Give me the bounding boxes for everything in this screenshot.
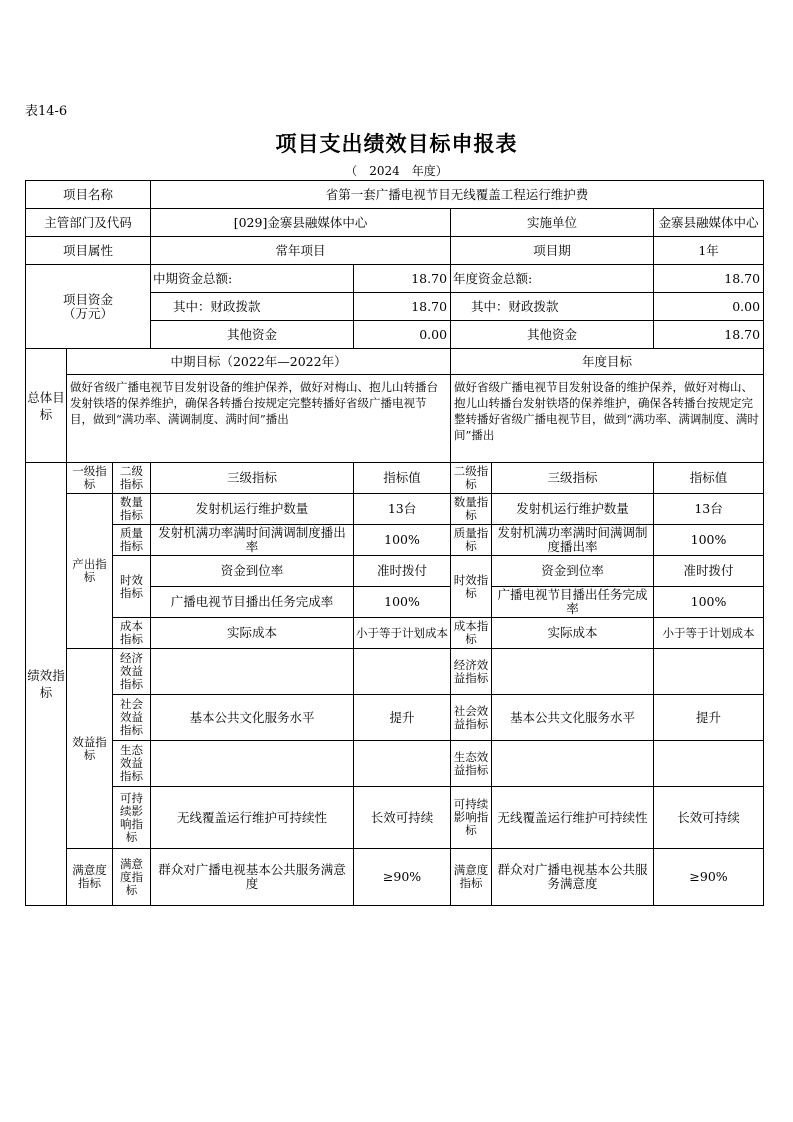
quality-indicator: 发射机满功率满时间满调制度播出率	[151, 525, 354, 556]
time-value-2-right: 100%	[654, 587, 764, 618]
eco-value-right	[654, 741, 764, 787]
header-level2: 二级指标	[113, 463, 151, 494]
eco-indicator	[151, 741, 354, 787]
sustain-indicator: 无线覆盖运行维护可持续性	[151, 787, 354, 849]
mid-other-label: 其他资金	[151, 321, 354, 349]
mid-total-value: 18.70	[354, 265, 451, 293]
header-level3: 三级指标	[151, 463, 354, 494]
economic-value-right	[654, 649, 764, 695]
time-indicator-1: 资金到位率	[151, 556, 354, 587]
eco-indicator-label-right: 生态效益指标	[451, 741, 492, 787]
cost-value-right: 小于等于计划成本	[654, 618, 764, 649]
header-value: 指标值	[354, 463, 451, 494]
funds-label	[26, 265, 151, 349]
project-name-label: 项目名称	[26, 181, 151, 209]
social-indicator-right: 基本公共文化服务水平	[492, 695, 654, 741]
satisfaction-indicator: 群众对广播电视基本公共服务满意度	[151, 849, 354, 906]
performance-target-table	[25, 180, 764, 906]
social-value: 提升	[354, 695, 451, 741]
time-indicator-2-right: 广播电视节目播出任务完成率	[492, 587, 654, 618]
impl-label: 实施单位	[451, 209, 654, 237]
quantity-value-right: 13台	[654, 494, 764, 525]
eco-indicator-label: 生态效益指标	[113, 741, 151, 787]
time-indicator-label: 时效指标	[113, 556, 151, 618]
mid-goal-header: 中期目标（2022年—2022年）	[67, 349, 451, 375]
sustain-indicator-label-right: 可持续影响指标	[451, 787, 492, 849]
year-suffix: 年度）	[411, 164, 448, 178]
project-name: 省第一套广播电视节目无线覆盖工程运行维护费	[151, 181, 764, 209]
year-goal-text: 做好省级广播电视节目发射设备的维护保养，做好对梅山、抱儿山转播台发射铁塔的保养维护，确保各转播台按规定完整转播好省级广播电视节目，做到“满功率、满调制度、满时间”播出	[451, 375, 764, 463]
perf-indicator-label: 绩效指标	[26, 463, 67, 906]
economic-value	[354, 649, 451, 695]
social-indicator-label: 社会效益指标	[113, 695, 151, 741]
quality-indicator-label: 质量指标	[113, 525, 151, 556]
overall-goal-label: 总体目标	[26, 349, 67, 463]
header-level1: 一级指标	[67, 463, 113, 494]
year-goal-header: 年度目标	[451, 349, 764, 375]
mid-goal-text: 做好省级广播电视节目发射设备的维护保养，做好对梅山、抱儿山转播台发射铁塔的保养维护，确保各转播台按规定完整转播好省级广播电视节目，做到“满功率、满调制度、满时间”播出	[67, 375, 451, 463]
economic-indicator-label: 经济效益指标	[113, 649, 151, 695]
header-level2-right: 二级指标	[451, 463, 492, 494]
year-fiscal-value: 0.00	[654, 293, 764, 321]
quality-indicator-right: 发射机满功率满时间满调制度播出率	[492, 525, 654, 556]
time-indicator-label-right: 时效指标	[451, 556, 492, 618]
cost-indicator-right: 实际成本	[492, 618, 654, 649]
impl-value: 金寨县融媒体中心	[654, 209, 764, 237]
attr-value: 常年项目	[151, 237, 451, 265]
dept-value: [029]金寨县融媒体中心	[151, 209, 451, 237]
funds-label-line2: （万元）	[63, 305, 114, 321]
quality-value-right: 100%	[654, 525, 764, 556]
output-indicator-label: 产出指标	[67, 494, 113, 649]
satisfaction-indicator-right: 群众对广播电视基本公共服务满意度	[492, 849, 654, 906]
sustain-value: 长效可持续	[354, 787, 451, 849]
social-indicator-label-right: 社会效益指标	[451, 695, 492, 741]
time-indicator-1-right: 资金到位率	[492, 556, 654, 587]
economic-indicator	[151, 649, 354, 695]
economic-indicator-label-right: 经济效益指标	[451, 649, 492, 695]
satisfaction-value-right: ≥90%	[654, 849, 764, 906]
benefit-indicator-label: 效益指标	[67, 649, 113, 849]
satisfaction-indicator-label-2: 满意度指标	[113, 849, 151, 906]
table-label: 表14-6	[25, 104, 68, 119]
time-value-2: 100%	[354, 587, 451, 618]
dept-label: 主管部门及代码	[26, 209, 151, 237]
attr-label: 项目属性	[26, 237, 151, 265]
quality-value: 100%	[354, 525, 451, 556]
cost-indicator: 实际成本	[151, 618, 354, 649]
cost-indicator-label: 成本指标	[113, 618, 151, 649]
year-value: 2024	[369, 164, 400, 178]
header-level3-right: 三级指标	[492, 463, 654, 494]
sustain-value-right: 长效可持续	[654, 787, 764, 849]
year-total-value: 18.70	[654, 265, 764, 293]
mid-total-label: 中期资金总额:	[151, 265, 354, 293]
time-value-1-right: 准时拨付	[654, 556, 764, 587]
satisfaction-indicator-label: 满意度指标	[67, 849, 113, 906]
header-value-right: 指标值	[654, 463, 764, 494]
period-value: 1年	[654, 237, 764, 265]
social-value-right: 提升	[654, 695, 764, 741]
fiscal-year	[0, 162, 793, 179]
cost-value: 小于等于计划成本	[354, 618, 451, 649]
quantity-indicator-label-right: 数量指标	[451, 494, 492, 525]
time-value-1: 准时拨付	[354, 556, 451, 587]
year-open: （	[345, 164, 358, 178]
quantity-indicator: 发射机运行维护数量	[151, 494, 354, 525]
quantity-indicator-label: 数量指标	[113, 494, 151, 525]
year-other-label: 其他资金	[451, 321, 654, 349]
satisfaction-value: ≥90%	[354, 849, 451, 906]
eco-value	[354, 741, 451, 787]
mid-other-value: 0.00	[354, 321, 451, 349]
sustain-indicator-label: 可持续影响指标	[113, 787, 151, 849]
satisfaction-indicator-label-right: 满意度指标	[451, 849, 492, 906]
quantity-value: 13台	[354, 494, 451, 525]
quality-indicator-label-right: 质量指标	[451, 525, 492, 556]
economic-indicator-right	[492, 649, 654, 695]
year-total-label: 年度资金总额:	[451, 265, 654, 293]
year-fiscal-label: 其中：财政拨款	[451, 293, 654, 321]
time-indicator-2: 广播电视节目播出任务完成率	[151, 587, 354, 618]
cost-indicator-label-right: 成本指标	[451, 618, 492, 649]
sustain-indicator-right: 无线覆盖运行维护可持续性	[492, 787, 654, 849]
mid-fiscal-value: 18.70	[354, 293, 451, 321]
mid-fiscal-label: 其中：财政拨款	[151, 293, 354, 321]
quantity-indicator-right: 发射机运行维护数量	[492, 494, 654, 525]
social-indicator: 基本公共文化服务水平	[151, 695, 354, 741]
period-label: 项目期	[451, 237, 654, 265]
year-other-value: 18.70	[654, 321, 764, 349]
eco-indicator-right	[492, 741, 654, 787]
funds-label-line1: 项目资金	[63, 291, 114, 307]
document-title: 项目支出绩效目标申报表	[275, 131, 518, 156]
